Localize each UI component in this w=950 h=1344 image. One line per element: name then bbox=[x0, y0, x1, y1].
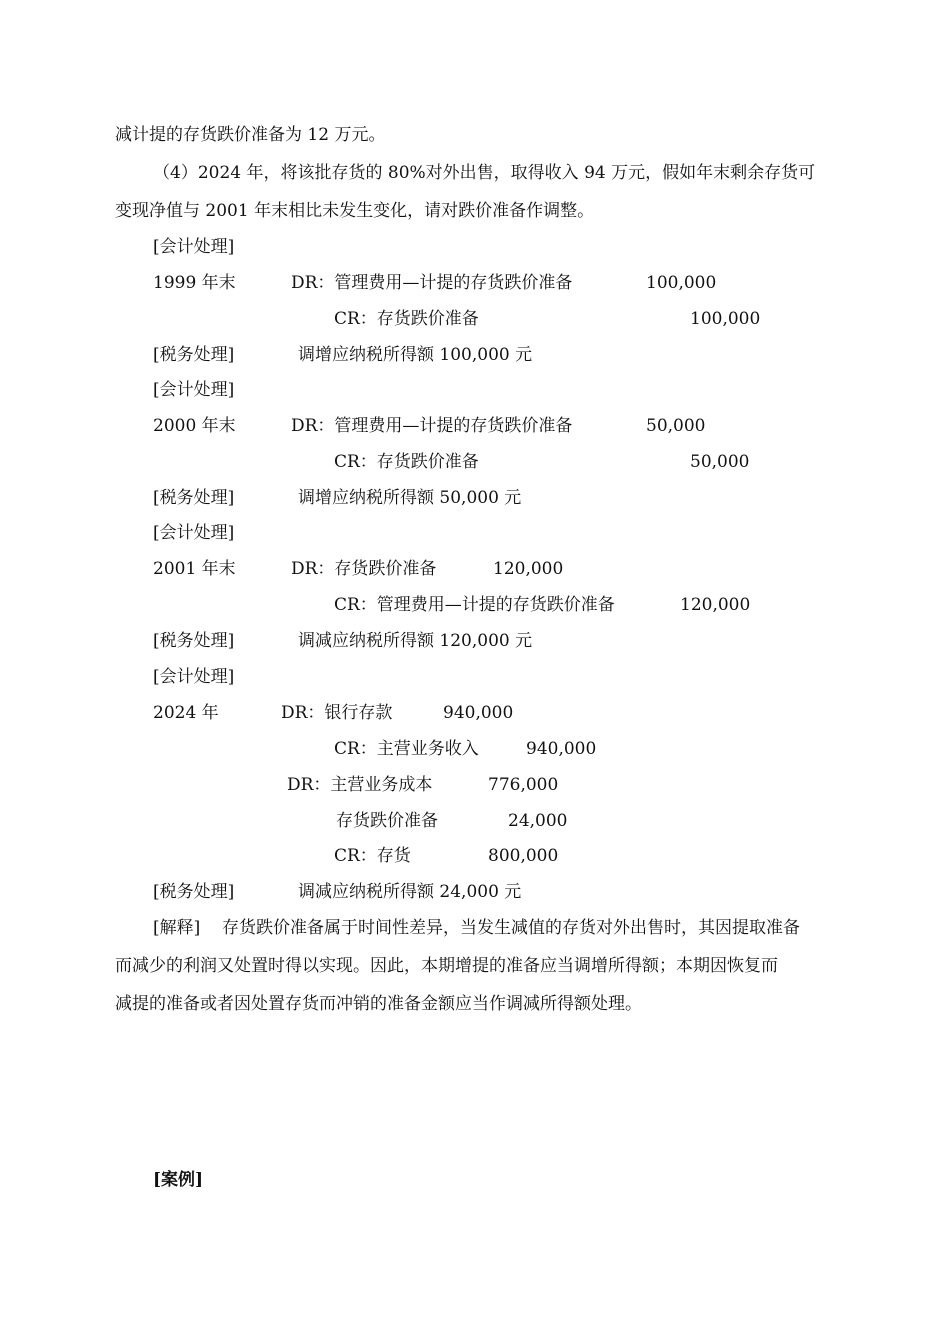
credit-amount: 50,000 bbox=[690, 452, 750, 472]
entry-period: 2001 年末 bbox=[153, 559, 236, 579]
entry-period: 1999 年末 bbox=[153, 273, 236, 293]
explanation-line-1: 存货跌价准备属于时间性差异，当发生减值的存货对外出售时，其因提取准备 bbox=[222, 918, 800, 938]
debit-amount: 24,000 bbox=[508, 811, 568, 831]
debit-account: DR：管理费用—计提的存货跌价准备 bbox=[291, 273, 573, 293]
question-line-1: （4）2024 年，将该批存货的 80%对外出售，取得收入 94 万元，假如年末剩余存货可 bbox=[153, 163, 816, 183]
tax-label: [税务处理] bbox=[153, 631, 235, 651]
accounting-label: [会计处理] bbox=[153, 523, 235, 543]
entry-period: 2024 年 bbox=[153, 703, 219, 723]
credit-account: CR：存货跌价准备 bbox=[334, 452, 479, 472]
debit-account: 存货跌价准备 bbox=[336, 811, 438, 831]
debit-account: DR：存货跌价准备 bbox=[291, 559, 437, 579]
tax-adjustment: 调减应纳税所得额 24,000 元 bbox=[298, 882, 522, 902]
tax-adjustment: 调增应纳税所得额 50,000 元 bbox=[298, 488, 522, 508]
debit-amount: 776,000 bbox=[488, 775, 559, 795]
intro-line: 减计提的存货跌价准备为 12 万元。 bbox=[115, 125, 386, 145]
accounting-label: [会计处理] bbox=[153, 667, 235, 687]
explanation-line-3: 减提的准备或者因处置存货而冲销的准备金额应当作调减所得额处理。 bbox=[115, 994, 642, 1014]
tax-label: [税务处理] bbox=[153, 345, 235, 365]
debit-amount: 940,000 bbox=[443, 703, 514, 723]
credit-account: CR：存货跌价准备 bbox=[334, 309, 479, 329]
tax-adjustment: 调增应纳税所得额 100,000 元 bbox=[298, 345, 533, 365]
tax-adjustment: 调减应纳税所得额 120,000 元 bbox=[298, 631, 533, 651]
tax-label: [税务处理] bbox=[153, 882, 235, 902]
accounting-label: [会计处理] bbox=[153, 237, 235, 257]
debit-amount: 100,000 bbox=[646, 273, 717, 293]
credit-amount: 800,000 bbox=[488, 846, 559, 866]
credit-account: CR：主营业务收入 bbox=[334, 739, 479, 759]
explanation-line-2: 而减少的利润又处置时得以实现。因此，本期增提的准备应当调增所得额；本期因恢复而 bbox=[115, 956, 778, 976]
debit-amount: 120,000 bbox=[493, 559, 564, 579]
credit-account: CR：管理费用—计提的存货跌价准备 bbox=[334, 595, 615, 615]
accounting-label: [会计处理] bbox=[153, 380, 235, 400]
debit-account: DR：管理费用—计提的存货跌价准备 bbox=[291, 416, 573, 436]
debit-account: DR：主营业务成本 bbox=[287, 775, 433, 795]
credit-amount: 940,000 bbox=[526, 739, 597, 759]
question-line-2: 变现净值与 2001 年末相比未发生变化，请对跌价准备作调整。 bbox=[115, 201, 595, 221]
debit-account: DR：银行存款 bbox=[281, 703, 393, 723]
credit-amount: 120,000 bbox=[680, 595, 751, 615]
entry-period: 2000 年末 bbox=[153, 416, 236, 436]
tax-label: [税务处理] bbox=[153, 488, 235, 508]
credit-amount: 100,000 bbox=[690, 309, 761, 329]
credit-account: CR：存货 bbox=[334, 846, 411, 866]
case-heading: [案例] bbox=[153, 1170, 204, 1190]
explanation-label: [解释] bbox=[153, 918, 201, 938]
debit-amount: 50,000 bbox=[646, 416, 706, 436]
